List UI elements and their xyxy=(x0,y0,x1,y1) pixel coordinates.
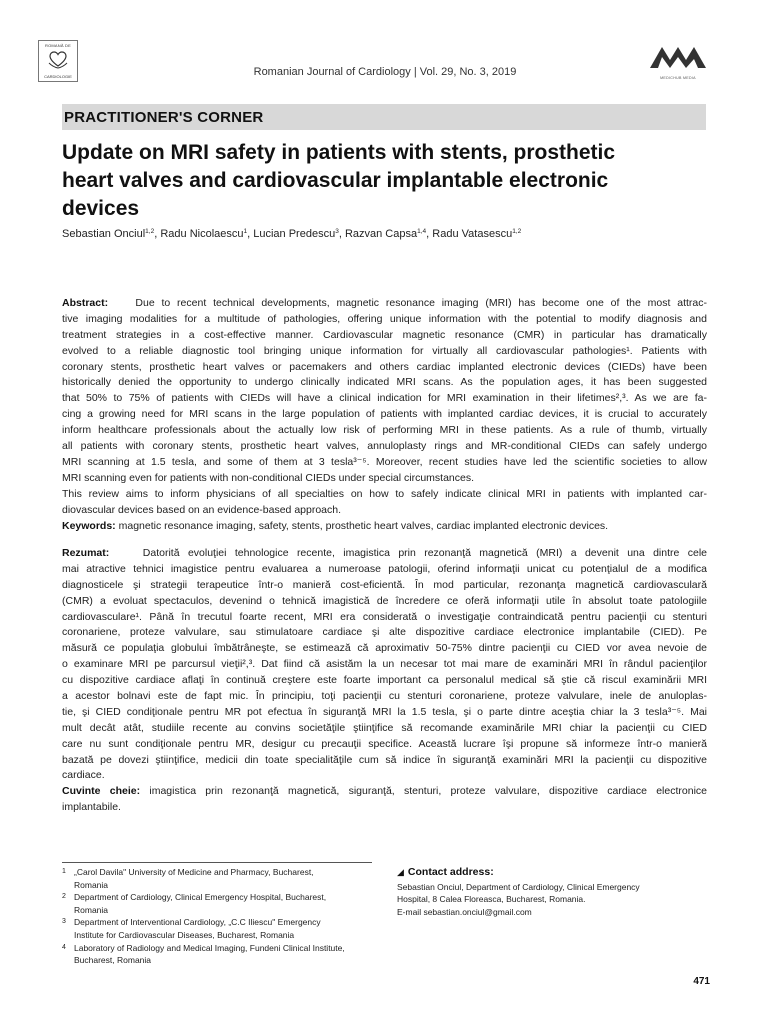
abstract xyxy=(62,296,707,534)
abstract-line: This review aims to inform physicians of all specialties on how to safely indicate clinical MRI in patients with implanted car- xyxy=(62,487,707,500)
society-logo-top-text: ROMANĂ DE xyxy=(44,43,72,48)
rezumat-line: bazată pe dovezi ştiinţifice, medicii din toate specialităţile cum să indice în siguranţă examinări MRI la pacienţii cu dispozitive xyxy=(62,753,707,766)
author-name: Razvan Capsa xyxy=(344,228,418,240)
cuvinte-cheie-line: implantabile. xyxy=(62,801,121,814)
rezumat-line: măsură ce populaţia globului îmbătrâneşte, se estimează că aproximativ 50-75% dintre pacienţii cu CIED vor avea nevoie de xyxy=(62,642,707,655)
contact-address xyxy=(397,866,697,918)
abstract-line: coronary stents, prosthetic heart valves or pacemakers and others cardiac implanted electronic devices (CIEDs) have been xyxy=(62,360,707,373)
rezumat-line: (CMR) a evoluat spectaculos, devenind o tehnică imagistică de încredere ce oferă informaţii utile în absolut toate patologiile xyxy=(62,594,707,607)
affiliation-item: 1 „Carol Davila" University of Medicine and Pharmacy, Bucharest, Romania xyxy=(62,867,314,890)
rezumat-line: cardiovasculare¹. Până în trecutul foarte recent, MRI era considerată o investigaţie contraindicată pentru pacienţii cu stenturi xyxy=(62,610,707,623)
title-line: heart valves and cardiovascular implantable electronic xyxy=(62,169,609,192)
cuvinte-cheie-line: Cuvinte cheie: imagistica prin rezonanţă magnetică, siguranţă, stenturi, proteze valvulare, dispozitive cardiace electronice xyxy=(62,785,707,798)
author-name: Lucian Predescu xyxy=(253,228,336,240)
abstract-line: historically denied the opportunity to undergo clinically indicated MRI scans. As the population ages, it has been suggested xyxy=(62,376,707,389)
abstract-line: MRI scanning at 1.5 tesla, and some of them at 3 tesla³⁻⁵. Moreover, recent studies have led the scientific societies to allow xyxy=(62,455,707,468)
keywords-line xyxy=(62,519,707,535)
affiliation-item: 2 Department of Cardiology, Clinical Emergency Hospital, Bucharest, Romania xyxy=(62,892,327,915)
abstract-line: evolved to a reliable diagnostic tool bringing unique information for virtually all cardiovascular pathologies¹. Patients with xyxy=(62,344,707,357)
title-line: Update on MRI safety in patients with stents, prosthetic xyxy=(62,141,616,164)
rezumat-label: Rezumat: xyxy=(62,547,110,559)
abstract-line: inform healthcare professionals about the actually low risk of performing MRI in these patients. As a rule of thumb, virtually xyxy=(62,424,707,437)
title-line: devices xyxy=(62,197,140,220)
contact-line: Hospital, 8 Calea Floreasca, Bucharest, Romania. xyxy=(397,894,586,904)
rezumat-line: cardiace. xyxy=(62,769,105,782)
author-list: Sebastian Onciul$^{1,2}$, Radu Nicolaescu$^1$, Lucian Predescu$^3$, Razvan Capsa$^{1,4}$, Radu Vatasescu$^{1,2}$ xyxy=(62,228,522,240)
abstract-line: all patients with coronary stents, prosthetic heart valves, annuloplasty rings and MR-conditional CIEDs can safely undergo xyxy=(62,440,707,453)
author-affiliation: 1,2 xyxy=(145,228,155,235)
affiliation-number: 1 xyxy=(62,868,66,875)
contact-heading: ◢ Contact address: xyxy=(397,866,494,878)
section-bar xyxy=(62,104,706,130)
footnote-divider xyxy=(62,862,372,863)
abstract-line: tive imaging modalities for a multitude of pathologies, offering unique information with the potential to modify diagnosis and xyxy=(62,312,707,325)
journal-header: Romanian Journal of Cardiology | Vol. 29, No. 3, 2019 xyxy=(253,66,517,78)
affiliation-number: 2 xyxy=(62,893,66,901)
rezumat-line: a acestor bolnavi este de fapt mic. În principiu, toţi pacienţii cu stenturi coronariene, proteze valvulare, inele de anuloplas- xyxy=(62,690,707,703)
abstract-line: diovascular devices based on an evidence-based approach. xyxy=(62,503,342,516)
rezumat-line: coronariene, proteze valvulare, sau stimulatoare cardiace şi alte dispozitive cardiace electronice implantabile (CIED). Pe xyxy=(62,626,707,639)
author-affiliation: 3 xyxy=(335,228,339,235)
abstract-label: Abstract: xyxy=(62,297,109,309)
rezumat-line: diagnosticele şi strategii terapeutice într-o manieră cost-eficientă. În mod particular, rezonanţa magnetică cardiovasculară xyxy=(62,578,707,591)
author-affiliation: 1,4 xyxy=(417,228,427,235)
abstract-line: cing a growing need for MRI scans in the large population of patients with implanted cardiac devices, it is crucial to accurately xyxy=(62,408,707,421)
author-name: Radu Vatasescu xyxy=(432,228,513,240)
affiliation-number: 4 xyxy=(62,943,66,951)
author-affiliation: 1,2 xyxy=(512,228,522,235)
rezumat-line: o examinare MRI pe parcursul vieţii²,³. Dat fiind că asistăm la un necesar tot mai mare de examinări MRI în rândul pacienţilor xyxy=(62,658,707,671)
rezumat-line: Rezumat: Datorită evoluţiei tehnologice recente, imagistica prin rezonanţă magnetică (MRI) a devenit una dintre cele xyxy=(62,547,707,559)
keywords-label: Keywords: xyxy=(62,519,116,532)
rezumat-line: care nu sunt condiţionale pentru MR, desigur cu precauţii specifice. Această lucrare îşi propune să informeze într-o manieră xyxy=(62,737,707,750)
page-number: 471 xyxy=(693,976,710,987)
paper-title xyxy=(62,139,712,223)
abstract-line: MRI scanning even for patients with non-conditional CIEDs under special circumstances. xyxy=(62,471,475,484)
affiliations xyxy=(62,866,382,967)
affiliation-item: 4 Laboratory of Radiology and Medical Imaging, Fundeni Clinical Institute, Bucharest, Romania xyxy=(62,942,345,966)
arrow-icon: ◢ xyxy=(397,867,404,877)
rezumat-line: cu dispozitive cardiace aflaţi în continuă creştere este foarte important ca personalul medical să ştie că riscul examinării MRI xyxy=(62,674,707,687)
mm-logo-icon xyxy=(648,44,708,70)
publisher-logo-text: MEDICHUB MEDIA xyxy=(660,76,696,80)
abstract-line: treatment strategies in a cost-effective manner. Cardiovascular magnetic resonance (CMR) in particular has dramatically xyxy=(62,328,707,341)
author-name: Sebastian Onciul xyxy=(62,228,146,240)
rezumat-line: mai atractive tehnici imagistice pentru evaluarea a numeroase patologii, oferind informaţii unicat cu potenţialul de a modifica xyxy=(62,562,707,575)
society-logo xyxy=(38,40,78,82)
section-title: PRACTITIONER'S CORNER xyxy=(64,109,264,126)
author-affiliation: 1 xyxy=(243,228,248,235)
society-logo-bottom-text: CARDIOLOGIE xyxy=(44,74,72,79)
cuvinte-cheie-label: Cuvinte cheie: xyxy=(62,785,141,798)
keywords-text: magnetic resonance imaging, safety, stents, prosthetic heart valves, cardiac implanted electronic devices. xyxy=(118,519,609,532)
contact-line: Sebastian Onciul, Department of Cardiology, Clinical Emergency xyxy=(397,881,640,892)
affiliation-item: 3 Department of Interventional Cardiology, „C.C Iliescu" Emergency Institute for Cardiovascular Diseases, Bucharest, Romania xyxy=(62,917,321,940)
rezumat xyxy=(62,546,707,816)
abstract-line: that 50% to 75% of patients with CIEDs will have a clinical indication for MRI examination in their lifetimes²,³. As we are fa- xyxy=(62,392,707,405)
contact-email[interactable]: E-mail sebastian.onciul@gmail.com xyxy=(397,906,532,917)
heart-hands-icon xyxy=(47,49,69,69)
author-name: Radu Nicolaescu xyxy=(160,228,244,240)
rezumat-line: tie, şi CIED condiţionale pentru MR pot efectua în siguranţă MRI la 1.5 tesla, şi o parte dintre aceştia chiar la 3 tesla³⁻⁵. Mai xyxy=(62,705,707,718)
publisher-logo xyxy=(648,44,708,78)
abstract-line: Abstract: Due to recent technical developments, magnetic resonance imaging (MRI) has become one of the most attrac- xyxy=(62,297,707,309)
affiliation-number: 3 xyxy=(62,918,66,926)
rezumat-line: mult decât atât, studiile recente au convins societăţile ştiinţifice să recomande examinările MRI chiar la pacienţii cu CIED xyxy=(62,721,707,734)
